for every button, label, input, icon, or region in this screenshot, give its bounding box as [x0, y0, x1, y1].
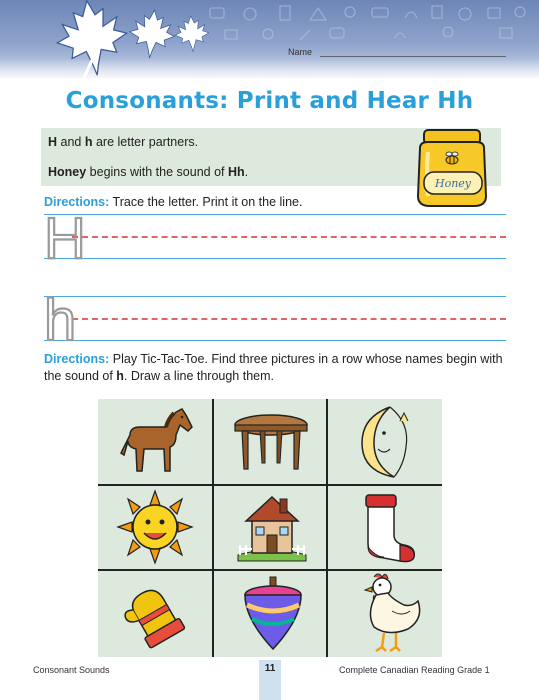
- grid-line: [326, 399, 328, 657]
- intro-text: are letter partners.: [92, 135, 199, 149]
- name-label: Name: [288, 47, 313, 57]
- writing-line-bottom: [44, 340, 506, 341]
- hen-icon[interactable]: [352, 571, 428, 655]
- moon-icon[interactable]: [350, 403, 424, 481]
- horse-icon[interactable]: [116, 405, 196, 479]
- trace-letter-uppercase[interactable]: [44, 206, 86, 271]
- writing-line-top: [44, 214, 506, 215]
- page-number: 11: [259, 660, 281, 700]
- directions-label: Directions:: [44, 195, 110, 209]
- directions-tictactoe: [44, 351, 504, 385]
- trace-letter-glyph: h: [44, 288, 77, 353]
- trace-letter-glyph: H: [44, 206, 86, 271]
- intro-text: and: [57, 135, 85, 149]
- directions-text: Trace the letter. Print it on the line.: [109, 195, 303, 209]
- header-band: [0, 0, 539, 78]
- maple-leaves-icon: [0, 0, 230, 80]
- intro-bold: H: [48, 135, 58, 149]
- footer-section: Consonant Sounds: [33, 665, 110, 675]
- page-title: Consonants: Print and Hear Hh: [65, 88, 474, 114]
- grid-line: [212, 399, 214, 657]
- directions-label: Directions:: [44, 352, 110, 366]
- intro-bold: h: [84, 135, 93, 149]
- intro-text: begins with the sound of: [86, 165, 228, 179]
- footer-book-title: Complete Canadian Reading Grade 1: [339, 665, 490, 675]
- honey-jar-icon: [410, 124, 494, 210]
- name-input-line[interactable]: [320, 56, 506, 57]
- table-icon[interactable]: [232, 409, 310, 475]
- directions-bold: h: [116, 369, 124, 383]
- sun-icon[interactable]: [114, 489, 196, 565]
- honey-jar-label: Honey: [434, 177, 472, 190]
- grid-line: [98, 484, 442, 486]
- writing-line-bottom: [44, 258, 506, 259]
- intro-bold: Honey: [48, 165, 87, 179]
- intro-line-2: [48, 165, 248, 179]
- directions-text: Play Tic-Tac-Toe. Find three pictures in a row whose names begin with the sound of: [44, 352, 503, 383]
- mitten-icon[interactable]: [120, 581, 192, 647]
- tic-tac-toe-grid[interactable]: [98, 399, 442, 657]
- directions-text: . Draw a line through them.: [123, 369, 274, 383]
- sock-icon[interactable]: [354, 491, 424, 563]
- writing-line-dashed[interactable]: [72, 236, 506, 238]
- intro-text: .: [244, 165, 249, 179]
- house-icon[interactable]: [234, 489, 310, 565]
- writing-line-dashed[interactable]: [72, 318, 506, 320]
- intro-bold: Hh: [227, 165, 245, 179]
- intro-line-1: [48, 135, 198, 149]
- trace-letter-lowercase[interactable]: [44, 288, 77, 353]
- writing-line-top: [44, 296, 506, 297]
- top-icon[interactable]: [238, 575, 308, 653]
